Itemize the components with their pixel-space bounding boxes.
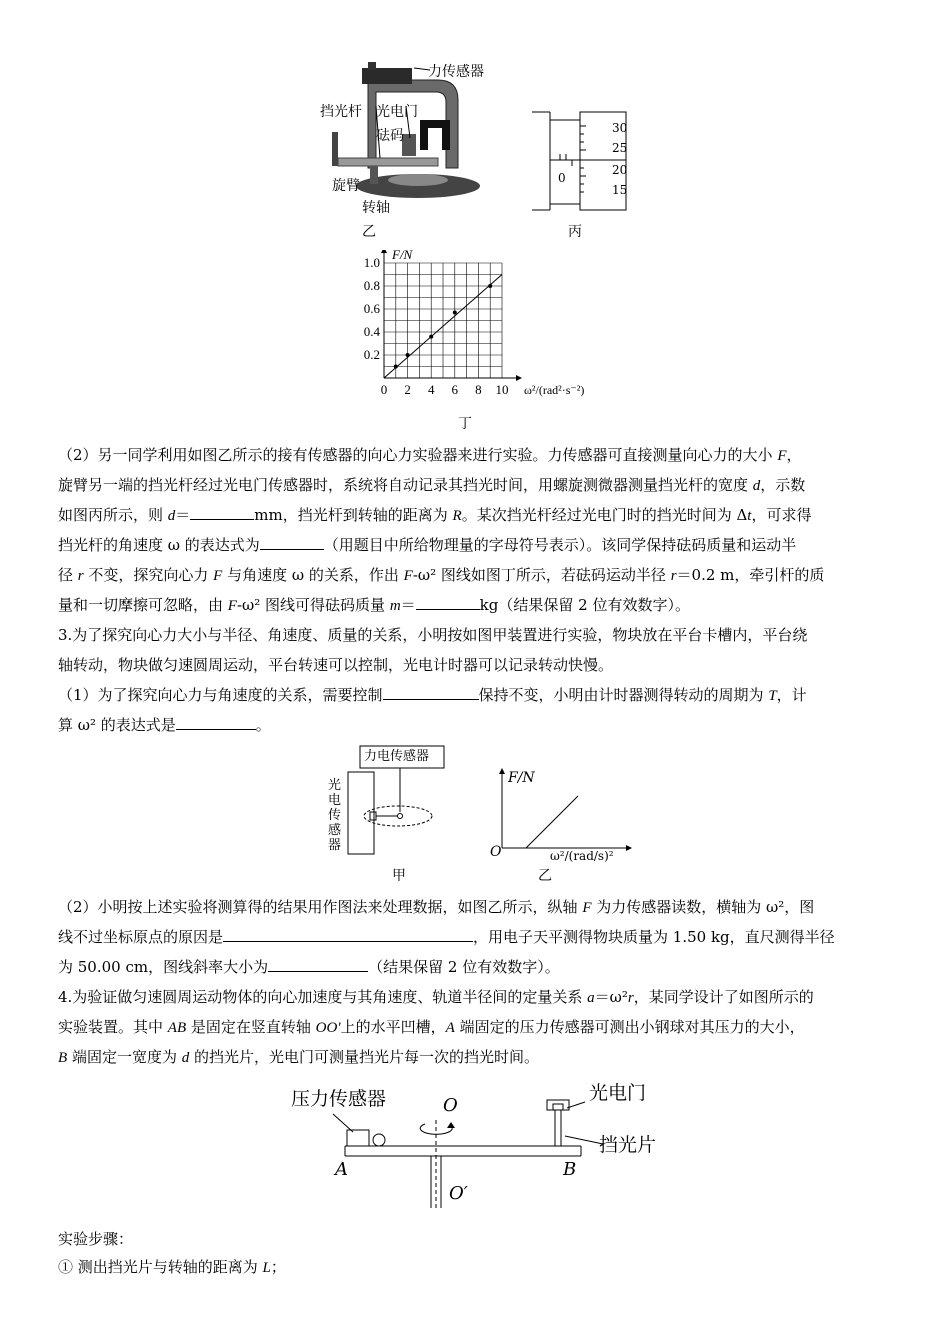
bing-tick-30: 30 bbox=[612, 121, 628, 135]
q4-o-label: O bbox=[443, 1095, 458, 1116]
y-tick-label: 0.4 bbox=[363, 324, 380, 339]
answer-blank-slope[interactable] bbox=[268, 955, 368, 972]
y-tick-label: 0.6 bbox=[363, 301, 380, 316]
bing-tick-20: 20 bbox=[612, 163, 628, 177]
q3-yi-origin: O bbox=[490, 844, 502, 860]
answer-blank-reason[interactable] bbox=[223, 925, 473, 942]
answer-blank-omega[interactable] bbox=[260, 533, 324, 550]
bing-tick-25: 25 bbox=[612, 141, 628, 155]
label-arm: 旋臂 bbox=[332, 178, 360, 194]
data-point bbox=[406, 353, 410, 357]
q3-step1-line1: （1）为了探究向心力与角速度的关系，需要控制 保持不变，小明由计时器测得转动的周期为 T，计 bbox=[58, 680, 898, 711]
caption-q3-yi: 乙 bbox=[538, 868, 552, 884]
data-point bbox=[453, 310, 457, 314]
y-tick-label: 1.0 bbox=[363, 255, 380, 270]
q3-step2-line2: 线不过坐标原点的原因是 ，用电子天平测得物块质量为 1.50 kg，直尺测得半径 bbox=[58, 922, 898, 952]
y-axis-arrow bbox=[381, 250, 387, 253]
figure-q4 bbox=[285, 1078, 695, 1213]
figure-jia bbox=[320, 742, 470, 890]
x-tick-label: 0 bbox=[380, 382, 388, 397]
x-tick-label: 2 bbox=[404, 382, 411, 397]
jia-sensor-label: 力电传感器 bbox=[364, 749, 430, 764]
bing-zero: 0 bbox=[558, 171, 566, 185]
label-force-sensor: 力传感器 bbox=[428, 64, 484, 80]
label-weight: 砝码 bbox=[376, 128, 404, 144]
label-photogate: 光电门 bbox=[376, 104, 418, 120]
caption-yi: 乙 bbox=[362, 224, 376, 240]
para2-line2: 旋臂另一端的挡光杆经过光电门传感器时，系统将自动记录其挡光时间，用螺旋测微器测量挡光杆的宽度 d，示数 bbox=[58, 476, 806, 494]
label-shade-rod: 挡光杆 bbox=[320, 104, 362, 120]
figure-ding bbox=[340, 250, 600, 435]
y-tick-label: 0.8 bbox=[363, 278, 380, 293]
x-tick-label: 10 bbox=[495, 382, 509, 397]
q3-step1-line2: 算 ω² 的表达式是 。 bbox=[58, 710, 898, 740]
y-tick-label: 0.2 bbox=[363, 347, 380, 362]
x-axis-arrow bbox=[516, 375, 522, 381]
figure-yi bbox=[318, 58, 508, 248]
q4-b-label: B bbox=[563, 1159, 577, 1180]
q3-step2-line3: 为 50.00 cm，图线斜率大小为 （结果保留 2 位有效数字）。 bbox=[58, 952, 898, 982]
q3-step2-line1: （2）小明按上述实验将测算得的结果用作图法来处理数据，如图乙所示，纵轴 F 为力传感器读数，横轴为 ω²，图 bbox=[58, 898, 815, 916]
q4-o2-label: O′ bbox=[449, 1183, 468, 1204]
q3-line1: 3.为了探究向心力大小与半径、角速度、质量的关系，小明按如图甲装置进行实验，物块放在平台卡槽内，平台绕 bbox=[58, 626, 808, 644]
caption-bing: 丙 bbox=[568, 224, 582, 240]
q4-photogate-label: 光电门 bbox=[589, 1082, 647, 1104]
y-axis-label: F/N bbox=[392, 250, 413, 262]
data-point bbox=[488, 284, 492, 288]
answer-blank-control[interactable] bbox=[383, 683, 479, 700]
para2-line4: 挡光杆的角速度 ω 的表达式为 （用题目中所给物理量的字母符号表示）。该同学保持砝码质量和运动半 bbox=[58, 530, 898, 560]
answer-blank-omega2[interactable] bbox=[176, 713, 256, 730]
para2-line5: 径 r 不变，探究向心力 F 与角速度 ω 的关系，作出 F-ω² 图线如图丁所示，若砝码运动半径 r＝0.2 m，牵引杆的质 bbox=[58, 566, 825, 584]
q4-steps-title: 实验步骤： bbox=[58, 1230, 134, 1248]
answer-blank-d[interactable] bbox=[190, 503, 254, 520]
f-omega-chart bbox=[340, 250, 600, 415]
q4-shade-label: 挡光片 bbox=[599, 1134, 657, 1156]
caption-jia: 甲 bbox=[392, 868, 406, 884]
x-tick-label: 4 bbox=[427, 382, 435, 397]
q3-yi-y-label: F/N bbox=[508, 770, 535, 786]
x-axis-label: ω²/(rad²·s⁻²) bbox=[524, 383, 585, 397]
para2-line6: 量和一切摩擦可忽略，由 F-ω² 图线可得砝码质量 m＝ kg（结果保留 2 位有效数字）。 bbox=[58, 590, 898, 621]
q4-a-label: A bbox=[335, 1159, 348, 1180]
label-shaft: 转轴 bbox=[362, 200, 390, 216]
q3-line2: 轴转动，物块做匀速圆周运动，平台转速可以控制，光电计时器可以记录转动快慢。 bbox=[58, 656, 614, 674]
para2-line1: （2）另一同学利用如图乙所示的接有传感器的向心力实验器来进行实验。力传感器可直接测量向心力的大小 F， bbox=[58, 446, 802, 464]
data-point bbox=[394, 365, 398, 369]
para2-line3: 如图丙所示，则 d＝ mm，挡光杆到转轴的距离为 R。某次挡光杆经过光电门时的挡光时间为 Δt，可求得 bbox=[58, 500, 898, 531]
jia-photo-label: 光电传感器 bbox=[328, 778, 342, 853]
caption-ding: 丁 bbox=[458, 416, 472, 432]
answer-blank-m[interactable] bbox=[416, 593, 480, 610]
q3-yi-x-label: ω²/(rad/s)² bbox=[550, 849, 614, 863]
x-tick-label: 6 bbox=[451, 382, 459, 397]
figure-q3-yi bbox=[486, 766, 636, 890]
figure-bing bbox=[528, 108, 638, 248]
q4-line2: 实验装置。其中 AB 是固定在竖直转轴 OO′上的水平凹槽，A 端固定的压力传感器可测出小钢球对其压力的大小， bbox=[58, 1018, 805, 1036]
bing-tick-15: 15 bbox=[612, 183, 628, 197]
q4-line1: 4.为验证做匀速圆周运动物体的向心加速度与其角速度、轨道半径间的定量关系 a＝ω²r，某同学设计了如图所示的 bbox=[58, 988, 814, 1006]
q4-pressure-label: 压力传感器 bbox=[291, 1088, 387, 1110]
q4-line3: B 端固定一宽度为 d 的挡光片，光电门可测量挡光片每一次的挡光时间。 bbox=[58, 1048, 539, 1066]
q4-step1: ① 测出挡光片与转轴的距离为 L； bbox=[58, 1258, 286, 1276]
x-tick-label: 8 bbox=[475, 382, 482, 397]
data-point bbox=[429, 335, 433, 339]
apparatus-illustration bbox=[318, 58, 508, 248]
